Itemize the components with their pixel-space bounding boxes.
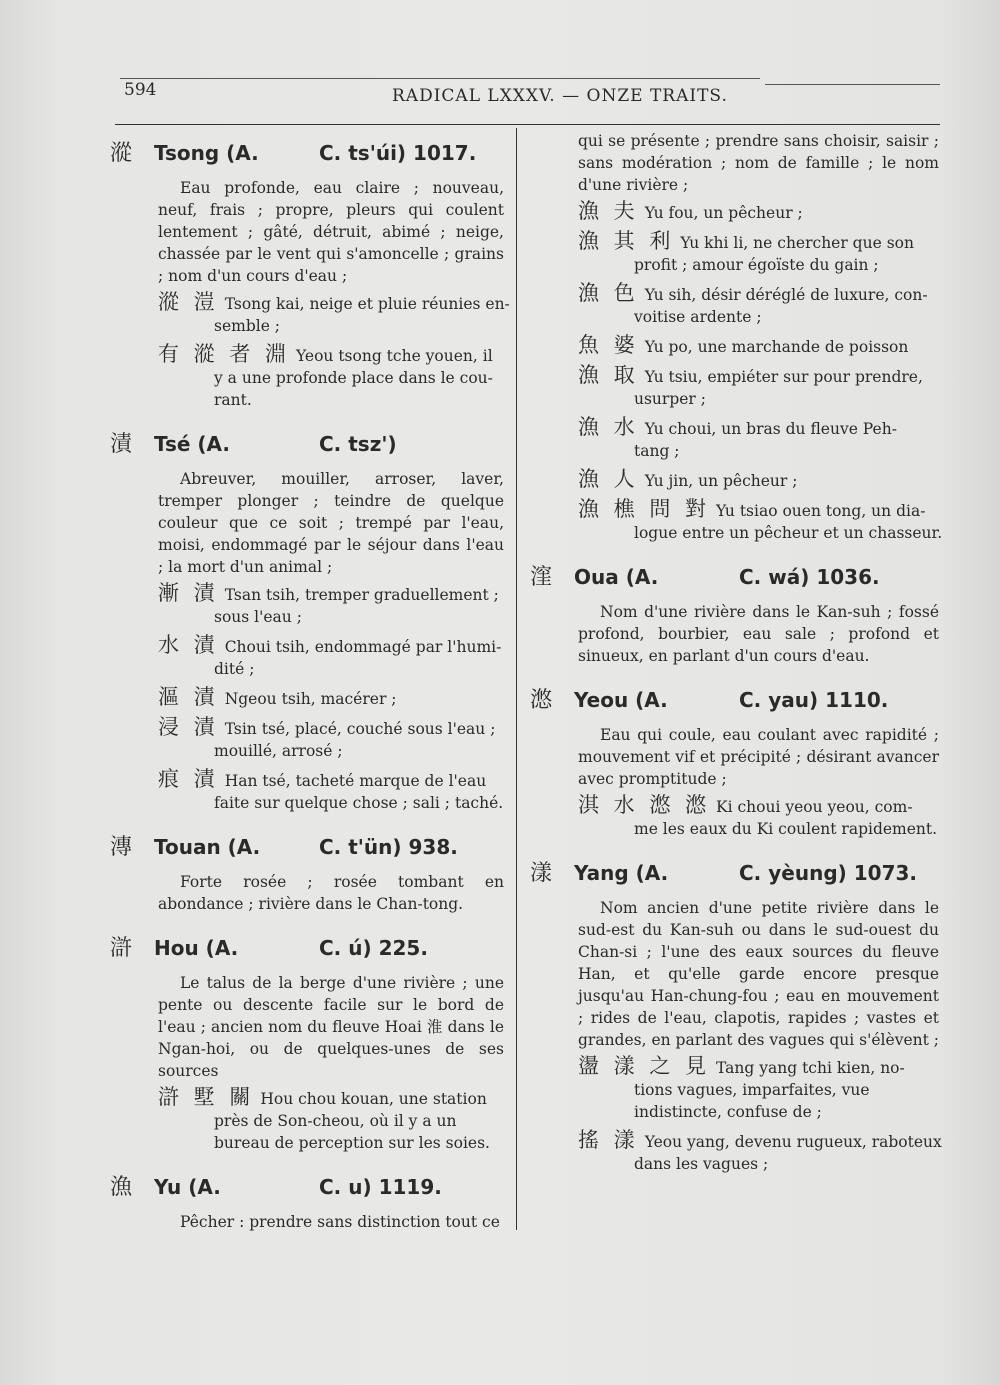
example-continuation: logue entre un pêcheur et un chasseur. (634, 524, 943, 542)
entry-character: 漙 (110, 835, 133, 860)
example-phrase (110, 1086, 510, 1154)
example-chinese: 水 漬 (158, 633, 219, 657)
entry-cantonese-reference: C. tsz') (319, 432, 397, 456)
dictionary-entry (530, 130, 945, 544)
example-text: Tsin tsé, placé, couché sous l'eau ; (224, 720, 496, 738)
entry-definition: qui se présente ; prendre sans choisir, saisir ; sans modération ; nom de famille ; le nom d'une rivière ; (578, 132, 939, 194)
example-phrase (110, 686, 510, 710)
example-text: Choui tsih, endommagé par l'humi- (224, 638, 502, 656)
page-number: 594 (124, 80, 157, 100)
dictionary-entry (110, 830, 510, 915)
example-chinese: 淇 水 滺 滺 (578, 793, 711, 817)
dictionary-entry (110, 931, 510, 1154)
example-text: Ngeou tsih, macérer ; (224, 690, 397, 708)
example-phrase (110, 634, 510, 680)
example-phrase (110, 582, 510, 628)
example-continuation: dans les vagues ; (634, 1155, 769, 1173)
example-continuation: profit ; amour égoïste du gain ; (634, 256, 879, 274)
example-continuation: y a une profonde place dans le cou- rant. (214, 369, 493, 409)
example-chinese: 漁 其 利 (578, 229, 675, 253)
example-chinese: 漁 夫 (578, 199, 639, 223)
entry-heading (110, 830, 510, 861)
example-continuation: tions vagues, imparfaites, vue indistincte, confuse de ; (634, 1081, 870, 1121)
example-text: Yu sih, désir déréglé de luxure, con- (644, 286, 928, 304)
entry-cantonese-reference: C. t'ün) 938. (319, 835, 458, 859)
entry-heading (110, 136, 510, 167)
entry-character: 漬 (110, 432, 133, 457)
example-chinese: 痕 漬 (158, 767, 219, 791)
example-phrase (530, 1055, 945, 1123)
entry-romanization: Yu (A. (154, 1175, 221, 1199)
example-phrase (110, 291, 510, 337)
example-text: Tsong kai, neige et pluie réunies en- (224, 295, 510, 313)
header-rule (120, 78, 760, 79)
example-phrase (530, 1129, 945, 1175)
example-phrase (110, 768, 510, 814)
entry-heading (530, 560, 945, 591)
entry-heading (530, 683, 945, 714)
entry-definition: Nom ancien d'une petite rivière dans le sud-est du Kan-suh ou dans le sud-ouest du Chan-si ; l'une des eaux sources du fleuve Han, et qu'elle garde encore presque jusqu'au Han-chung-fou ; eau en mouvement ; rides de l'eau, clapotis, rapides ; vastes et grandes, en parlant des vagues qui s'élèvent ; (578, 899, 939, 1049)
entry-character: 滺 (530, 688, 553, 713)
entry-definition: Le talus de la berge d'une rivière ; une pente ou descente facile sur le bord de l'eau ; ancien nom du fleuve Hoai 淮 dans le Ngan-hoi, ou de quelques-unes de ses sources (158, 974, 504, 1080)
page-header (120, 78, 940, 118)
example-continuation: tang ; (634, 442, 680, 460)
example-continuation: sous l'eau ; (214, 608, 302, 626)
entry-romanization: Yeou (A. (574, 688, 668, 712)
entry-cantonese-reference: C. ts'úi) 1017. (319, 141, 477, 165)
example-chinese: 漁 人 (578, 467, 639, 491)
example-phrase (530, 282, 945, 328)
entry-character: 漥 (530, 565, 553, 590)
dictionary-entry (530, 560, 945, 667)
example-chinese: 盪 漾 之 見 (578, 1054, 711, 1078)
entry-character: 滸 (110, 936, 133, 961)
entry-heading (110, 427, 510, 458)
header-divider (115, 124, 940, 125)
dictionary-entry (110, 136, 510, 411)
example-chinese: 漚 漬 (158, 685, 219, 709)
entry-definition: Eau qui coule, eau coulant avec rapidité ; mouvement vif et précipité ; désirant avancer avec promptitude ; (578, 726, 939, 788)
example-phrase (530, 498, 945, 544)
example-phrase (530, 794, 945, 840)
entry-definition: Abreuver, mouiller, arroser, laver, tremper plonger ; teindre de quelque couleur que ce soit ; trempé par l'eau, moisi, endommagé par le séjour dans l'eau ; la mort d'un animal ; (158, 470, 504, 576)
entry-romanization: Yang (A. (574, 861, 669, 885)
page-title: RADICAL LXXXV. — ONZE TRAITS. (392, 86, 728, 106)
example-chinese: 漁 色 (578, 281, 639, 305)
example-phrase (530, 364, 945, 410)
entry-cantonese-reference: C. wá) 1036. (739, 565, 880, 589)
entry-romanization: Hou (A. (154, 936, 239, 960)
entry-definition: Pêcher : prendre sans distinction tout ce (180, 1213, 500, 1231)
entry-cantonese-reference: C. yau) 1110. (739, 688, 889, 712)
entry-romanization: Oua (A. (574, 565, 659, 589)
example-chinese: 魚 婆 (578, 333, 639, 357)
example-text: Ki choui yeou yeou, com- (716, 798, 913, 816)
entry-heading (110, 931, 510, 962)
example-text: Yu tsiu, empiéter sur pour prendre, (644, 368, 923, 386)
example-text: Yu choui, un bras du fleuve Peh- (644, 420, 897, 438)
example-chinese: 有 漎 者 淵 (158, 342, 291, 366)
example-text: Yeou tsong tche youen, il (296, 347, 493, 365)
entry-cantonese-reference: C. yèung) 1073. (739, 861, 917, 885)
entry-romanization: Tsé (A. (154, 432, 231, 456)
entry-romanization: Touan (A. (154, 835, 261, 859)
example-chinese: 漎 溰 (158, 290, 219, 314)
left-column (110, 130, 510, 1249)
example-text: Yu khi li, ne chercher que son (680, 234, 914, 252)
example-text: Yeou yang, devenu rugueux, raboteux (644, 1133, 942, 1151)
example-text: Yu fou, un pêcheur ; (644, 204, 803, 222)
example-text: Hou chou kouan, une station (260, 1090, 487, 1108)
example-text: Tang yang tchi kien, no- (716, 1059, 905, 1077)
example-phrase (530, 230, 945, 276)
entry-heading (530, 856, 945, 887)
entry-definition: Nom d'une rivière dans le Kan-suh ; fossé profond, bourbier, eau sale ; profond et sinueux, en parlant d'un cours d'eau. (578, 603, 939, 665)
entry-character: 漎 (110, 141, 133, 166)
example-text: Yu tsiao ouen tong, un dia- (716, 502, 926, 520)
example-chinese: 漸 漬 (158, 581, 219, 605)
right-column (530, 130, 945, 1191)
example-chinese: 滸 墅 關 (158, 1085, 255, 1109)
example-continuation: près de Son-cheou, où il y a un bureau de perception sur les soies. (214, 1112, 490, 1152)
example-text: Tsan tsih, tremper graduellement ; (224, 586, 499, 604)
example-continuation: dité ; (214, 660, 255, 678)
entry-romanization: Tsong (A. (154, 141, 259, 165)
example-phrase (530, 468, 945, 492)
example-chinese: 漁 水 (578, 415, 639, 439)
entry-heading (110, 1170, 510, 1201)
example-text: Han tsé, tacheté marque de l'eau (224, 772, 487, 790)
example-text: Yu jin, un pêcheur ; (644, 472, 798, 490)
example-chinese: 漁 取 (578, 363, 639, 387)
example-continuation: faite sur quelque chose ; sali ; taché. (214, 794, 504, 812)
entry-character: 漁 (110, 1175, 133, 1200)
example-continuation: semble ; (214, 317, 281, 335)
dictionary-entry (530, 856, 945, 1175)
example-chinese: 浸 漬 (158, 715, 219, 739)
example-chinese: 漁 樵 問 對 (578, 497, 711, 521)
example-phrase (530, 416, 945, 462)
example-continuation: usurper ; (634, 390, 706, 408)
example-text: Yu po, une marchande de poisson (644, 338, 909, 356)
entry-cantonese-reference: C. ú) 225. (319, 936, 428, 960)
example-phrase (530, 200, 945, 224)
example-chinese: 搖 漾 (578, 1128, 639, 1152)
example-phrase (110, 716, 510, 762)
example-continuation: voitise ardente ; (634, 308, 762, 326)
example-phrase (110, 343, 510, 411)
example-phrase (530, 334, 945, 358)
example-continuation: mouillé, arrosé ; (214, 742, 343, 760)
column-divider (516, 128, 517, 1230)
entry-definition: Eau profonde, eau claire ; nouveau, neuf, frais ; propre, pleurs qui coulent lentement ; gâté, détruit, abimé ; neige, chassée par le vent qui s'amoncelle ; grains ; nom d'un cours d'eau ; (158, 179, 504, 285)
header-rule-right (765, 84, 940, 85)
entry-cantonese-reference: C. u) 1119. (319, 1175, 442, 1199)
entry-definition: Forte rosée ; rosée tombant en abondance ; rivière dans le Chan-tong. (158, 873, 504, 913)
dictionary-entry (110, 427, 510, 814)
entry-character: 漾 (530, 861, 553, 886)
example-continuation: me les eaux du Ki coulent rapidement. (634, 820, 938, 838)
dictionary-entry (110, 1170, 510, 1233)
dictionary-entry (530, 683, 945, 840)
